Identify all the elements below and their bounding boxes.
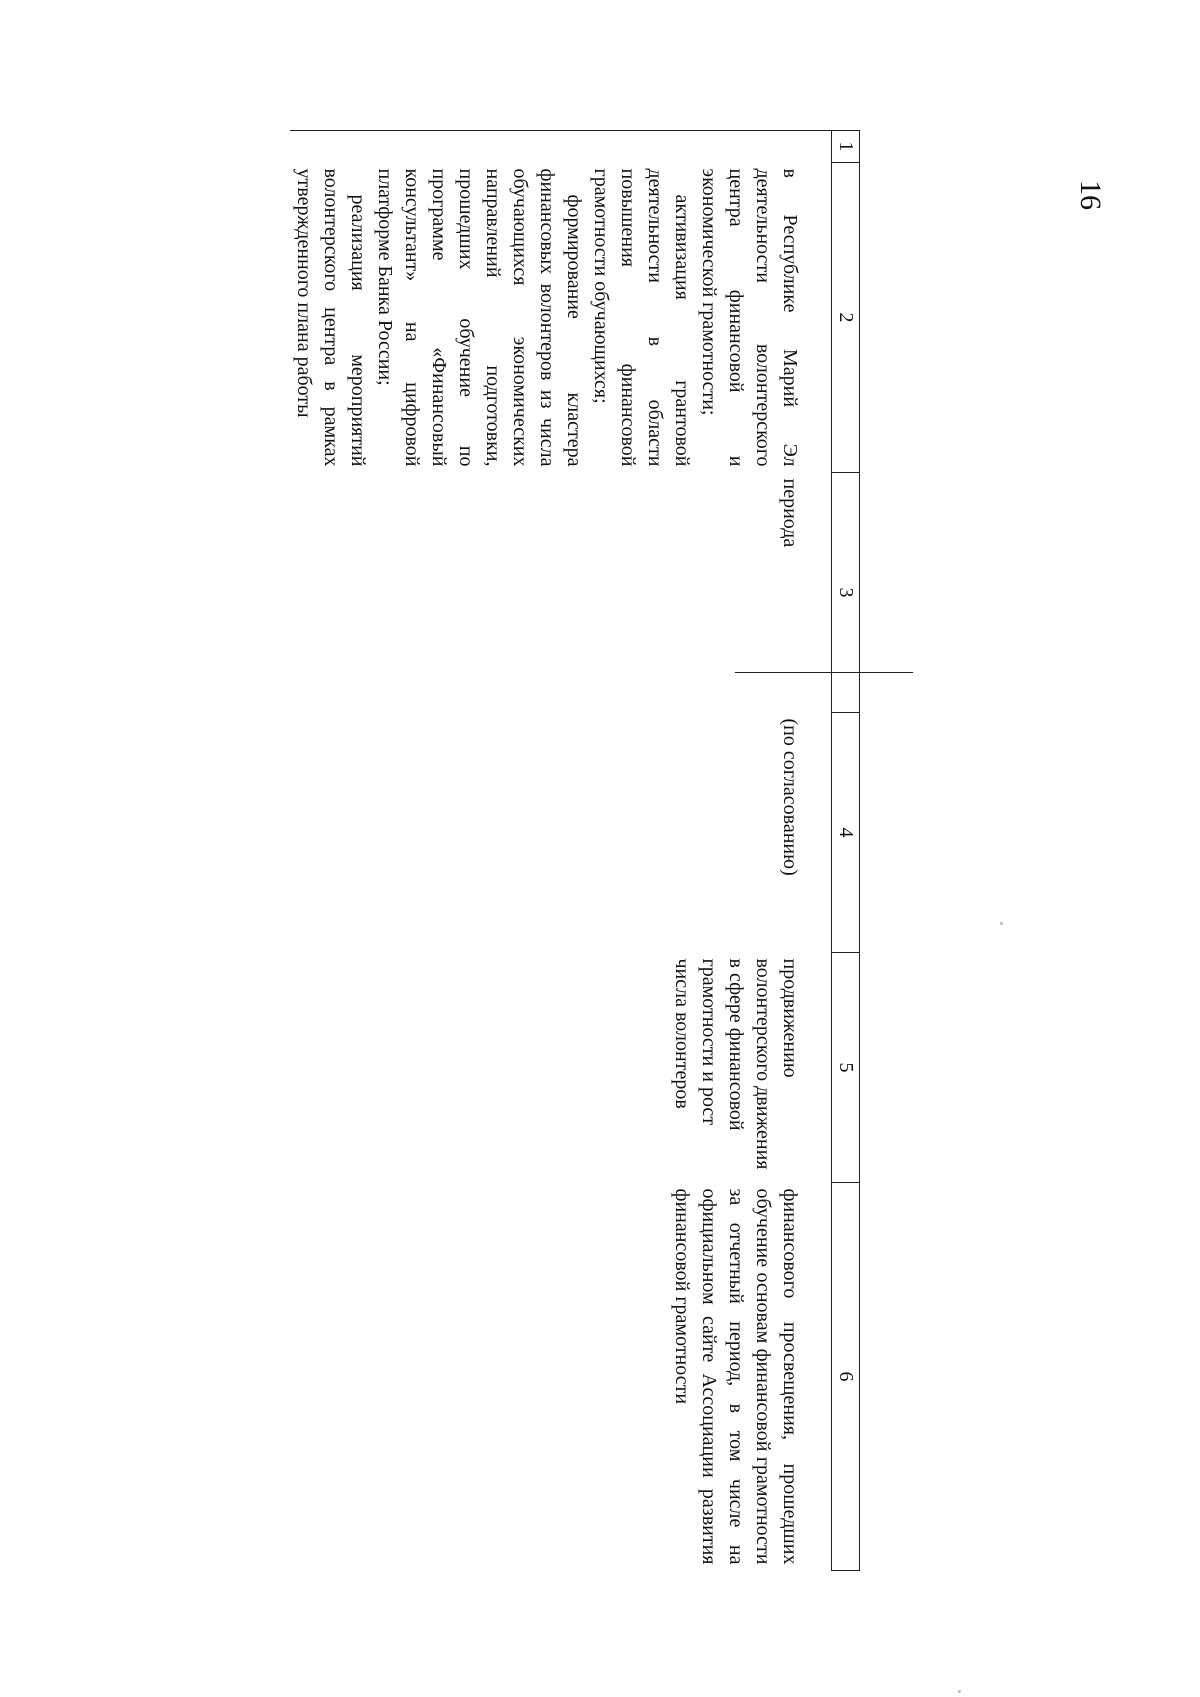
cell-indicator: финансового просвещения, прошедших обучение основам финансовой грамотности за отчетный период, в том числе на официальном сайте Ассоциации развития финансовой грамотности xyxy=(671,1188,801,1565)
scan-speck xyxy=(1000,922,1003,925)
column-number-4: 4 xyxy=(832,713,860,953)
column-number-1: 1 xyxy=(832,131,860,163)
measures-paragraph-4: реализация мероприятий волонтерского центра в рамках утвержденного плана работы xyxy=(293,168,369,467)
column-number-row xyxy=(832,131,860,1571)
measures-paragraph-2: активизация грантовой деятельности в области повышения финансовой грамотности обучающихся; xyxy=(590,168,693,467)
measures-paragraph-3: формирование кластера финансовых волонтеров из числа обучающихся экономических направлений подготовки, прошедших обучение по программе «Финансовый консультант» на цифровой платформе Банка России; xyxy=(374,168,585,467)
cell-responsible: (по согласованию) xyxy=(779,718,801,876)
column-number-3: 3 xyxy=(832,473,860,713)
scan-speck xyxy=(958,1690,961,1693)
plan-table xyxy=(290,130,860,1571)
cell-col1 xyxy=(290,131,832,163)
cell-expected-result: продвижению волонтерского движения в сфере финансовой грамотности и рост числа волонтеров xyxy=(671,958,801,1170)
column-number-5: 5 xyxy=(832,953,860,1183)
cell-period: периода xyxy=(779,478,801,548)
column-number-2: 2 xyxy=(832,163,860,473)
cell-measures xyxy=(290,163,832,473)
end-of-table-rule xyxy=(735,672,913,673)
measures-paragraph-1: в Республике Марий Эл деятельности волонтерского центра финансовой и экономической грамотности; xyxy=(698,168,801,467)
table-row xyxy=(290,131,832,1571)
rotated-table-region xyxy=(180,130,860,1570)
column-number-6: 6 xyxy=(832,1183,860,1571)
page-number: 16 xyxy=(1074,180,1107,210)
